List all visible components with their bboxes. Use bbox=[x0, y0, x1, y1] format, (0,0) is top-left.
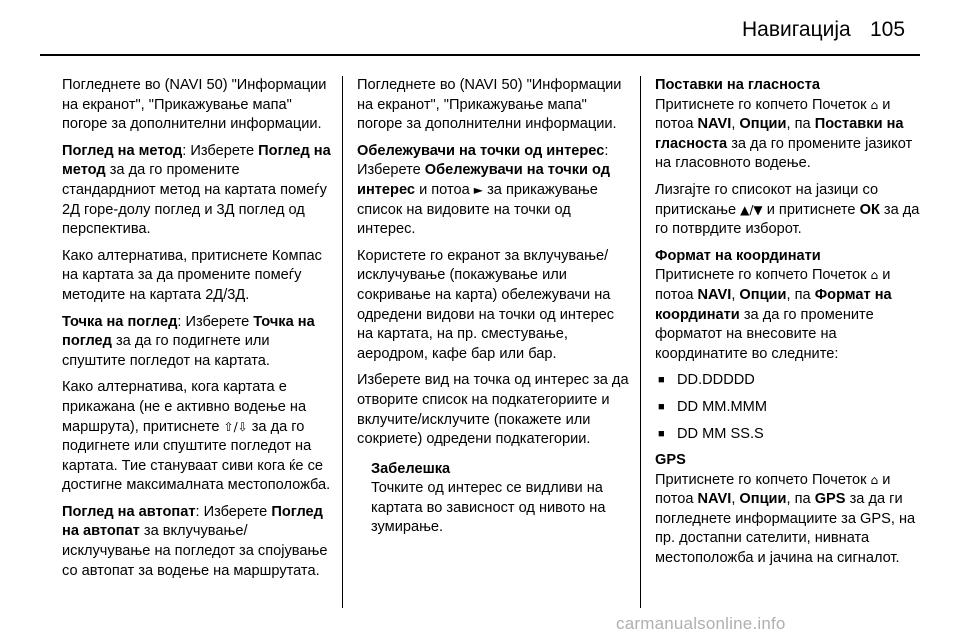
text: NAVI bbox=[697, 116, 732, 133]
text: Опции bbox=[739, 286, 787, 303]
header-divider bbox=[40, 54, 920, 56]
list-item: ■ DD.DDDDD bbox=[655, 371, 927, 391]
heading-coordinate-format bbox=[655, 247, 927, 267]
paragraph-intro: Погледнете во (NAVI 50) "Информации на екранот", "Прикажување мапа" погоре за дополнителни информации. bbox=[62, 77, 327, 133]
text: за да го потврдите изборот. bbox=[655, 201, 920, 238]
home-icon: ⌂ bbox=[870, 268, 879, 283]
paragraph-language-scroll bbox=[655, 181, 927, 240]
text: : Изберете bbox=[177, 313, 254, 330]
text: , па bbox=[786, 116, 815, 133]
note-box bbox=[371, 460, 629, 538]
text: , bbox=[731, 286, 740, 303]
page-header-title: Навигација bbox=[742, 18, 851, 41]
home-icon: ⌂ bbox=[870, 472, 879, 487]
text: : Изберете bbox=[182, 142, 259, 159]
text: , па bbox=[786, 286, 815, 303]
paragraph-voice-settings bbox=[655, 96, 927, 174]
text: Формат на координати bbox=[655, 286, 892, 323]
text: : Изберете bbox=[195, 503, 272, 520]
coordinate-format-list bbox=[655, 371, 927, 444]
paragraph-viewpoint-alt bbox=[62, 378, 332, 496]
text: за да го подигнете или спуштите погледот на картата. Тие стануваат сиви кога ќе се достигне максималната местоположба. bbox=[62, 418, 331, 494]
term-viewpoint-2: Точка на поглед bbox=[62, 313, 315, 350]
text: за да го промените јазикот на гласовното водење. bbox=[655, 135, 913, 172]
paragraph-coordinate-format bbox=[655, 266, 927, 364]
term-highway-view: Поглед на автопат bbox=[62, 503, 196, 520]
text: Поставки на гласноста bbox=[655, 116, 904, 152]
text: Притиснете го копчето Почеток bbox=[655, 96, 871, 113]
heading-gps bbox=[655, 451, 927, 471]
text: Притиснете го копчето Почеток bbox=[655, 471, 871, 488]
paragraph-poi-subcategories: Изберете вид на точка од интерес за да отворите список на подкатегориите и вклучите/исклучите (покажете или сокриете) одредени подкатегории. bbox=[357, 372, 629, 448]
list-item: ■ DD MM SS.S bbox=[655, 425, 927, 445]
paragraph-highway-view bbox=[62, 503, 332, 581]
text: и потоа bbox=[655, 96, 891, 133]
text: NAVI bbox=[697, 286, 732, 303]
column-1 bbox=[62, 76, 332, 588]
paragraph-compass: Како алтернатива, притиснете Компас на картата за да промените помеѓу методите на картата 2Д/3Д. bbox=[62, 247, 322, 303]
text: NAVI bbox=[697, 491, 732, 508]
note-title: Забелешка bbox=[371, 460, 451, 477]
text: за да го подигнете или спуштите погледот на картата. bbox=[62, 333, 270, 369]
text: за прикажување список на видовите на точки од интерес. bbox=[357, 181, 598, 238]
term-highway-view-2: Поглед на автопат bbox=[62, 503, 323, 540]
paragraph-view-method bbox=[62, 142, 332, 240]
text: за да ги погледнете информациите за GPS, на пр. достапни сателити, нивната местоположба и јачина на сигналот. bbox=[655, 491, 916, 567]
term-view-method-2: Поглед на метод bbox=[62, 142, 331, 179]
term-poi-markers-2: Обележувачи на точки од интерес bbox=[357, 162, 611, 198]
text: , bbox=[731, 116, 740, 133]
text: Лизгајте го списокот на јазици со притискање bbox=[655, 181, 879, 218]
text: Формат на координати bbox=[655, 247, 821, 264]
note-text: Точките од интерес се видливи на картата во зависност од нивото на зумирање. bbox=[371, 480, 606, 536]
text: и притиснете bbox=[762, 201, 860, 218]
up-down-triangle-icon: ▲/▼ bbox=[740, 202, 763, 217]
column-2 bbox=[357, 76, 629, 538]
column-3 bbox=[655, 76, 927, 576]
watermark: carmanualsonline.info bbox=[616, 614, 786, 633]
up-down-arrows-icon: ⇧/⇩ bbox=[223, 419, 248, 434]
text: Поставки на гласноста bbox=[655, 77, 821, 93]
home-icon: ⌂ bbox=[870, 97, 879, 112]
column-divider-1 bbox=[342, 76, 343, 608]
page-number: 105 bbox=[870, 18, 906, 41]
text: за вклучување/исклучување на погледот за спојување со автопат за водење на маршрутата. bbox=[62, 523, 328, 579]
paragraph-gps bbox=[655, 471, 927, 569]
text: Опции bbox=[739, 116, 787, 133]
text: и потоа bbox=[655, 267, 891, 303]
text: GPS bbox=[655, 452, 686, 469]
heading-voice-settings bbox=[655, 76, 927, 96]
text: за да го промените форматот на внесовите на координатите во следните: bbox=[655, 306, 874, 362]
term-view-method: Поглед на метод bbox=[62, 142, 183, 159]
text: , bbox=[731, 491, 740, 508]
term-viewpoint: Точка на поглед bbox=[62, 313, 178, 330]
column-divider-2 bbox=[640, 76, 641, 608]
paragraph-poi-markers bbox=[357, 142, 629, 240]
play-arrow-icon: ► bbox=[473, 182, 484, 197]
paragraph-intro-2: Погледнете во (NAVI 50) "Информации на екранот", "Прикажување мапа" погоре за дополнителни информации. bbox=[357, 77, 622, 133]
text: Како алтернатива, кога картата е прикажана (не е активно водење на маршрута), притиснете bbox=[62, 379, 307, 435]
text: Притиснете го копчето Почеток bbox=[655, 267, 871, 284]
list-item: ■ DD MM.MMM bbox=[655, 398, 927, 418]
text: Опции bbox=[739, 491, 787, 508]
term-poi-markers: Обележувачи на точки од интерес bbox=[357, 142, 605, 159]
paragraph-viewpoint bbox=[62, 313, 332, 372]
paragraph-poi-screen: Користете го екранот за вклучување/исклучување (покажување или сокривање на карта) обележувачи на одредени видови на точки од интерес на картата, на пр. сместување, аеродром, кафе бар или бар. bbox=[357, 247, 615, 362]
text: за да го промените стандардниот метод на картата помеѓу 2Д горе-долу поглед и 3Д поглед од перспектива. bbox=[62, 162, 327, 238]
text: : Изберете bbox=[357, 142, 609, 179]
text: ОК bbox=[859, 201, 880, 218]
text: и потоа bbox=[655, 471, 891, 508]
text: , па bbox=[786, 491, 815, 508]
text: и потоа bbox=[415, 181, 474, 198]
text: GPS bbox=[814, 491, 846, 508]
